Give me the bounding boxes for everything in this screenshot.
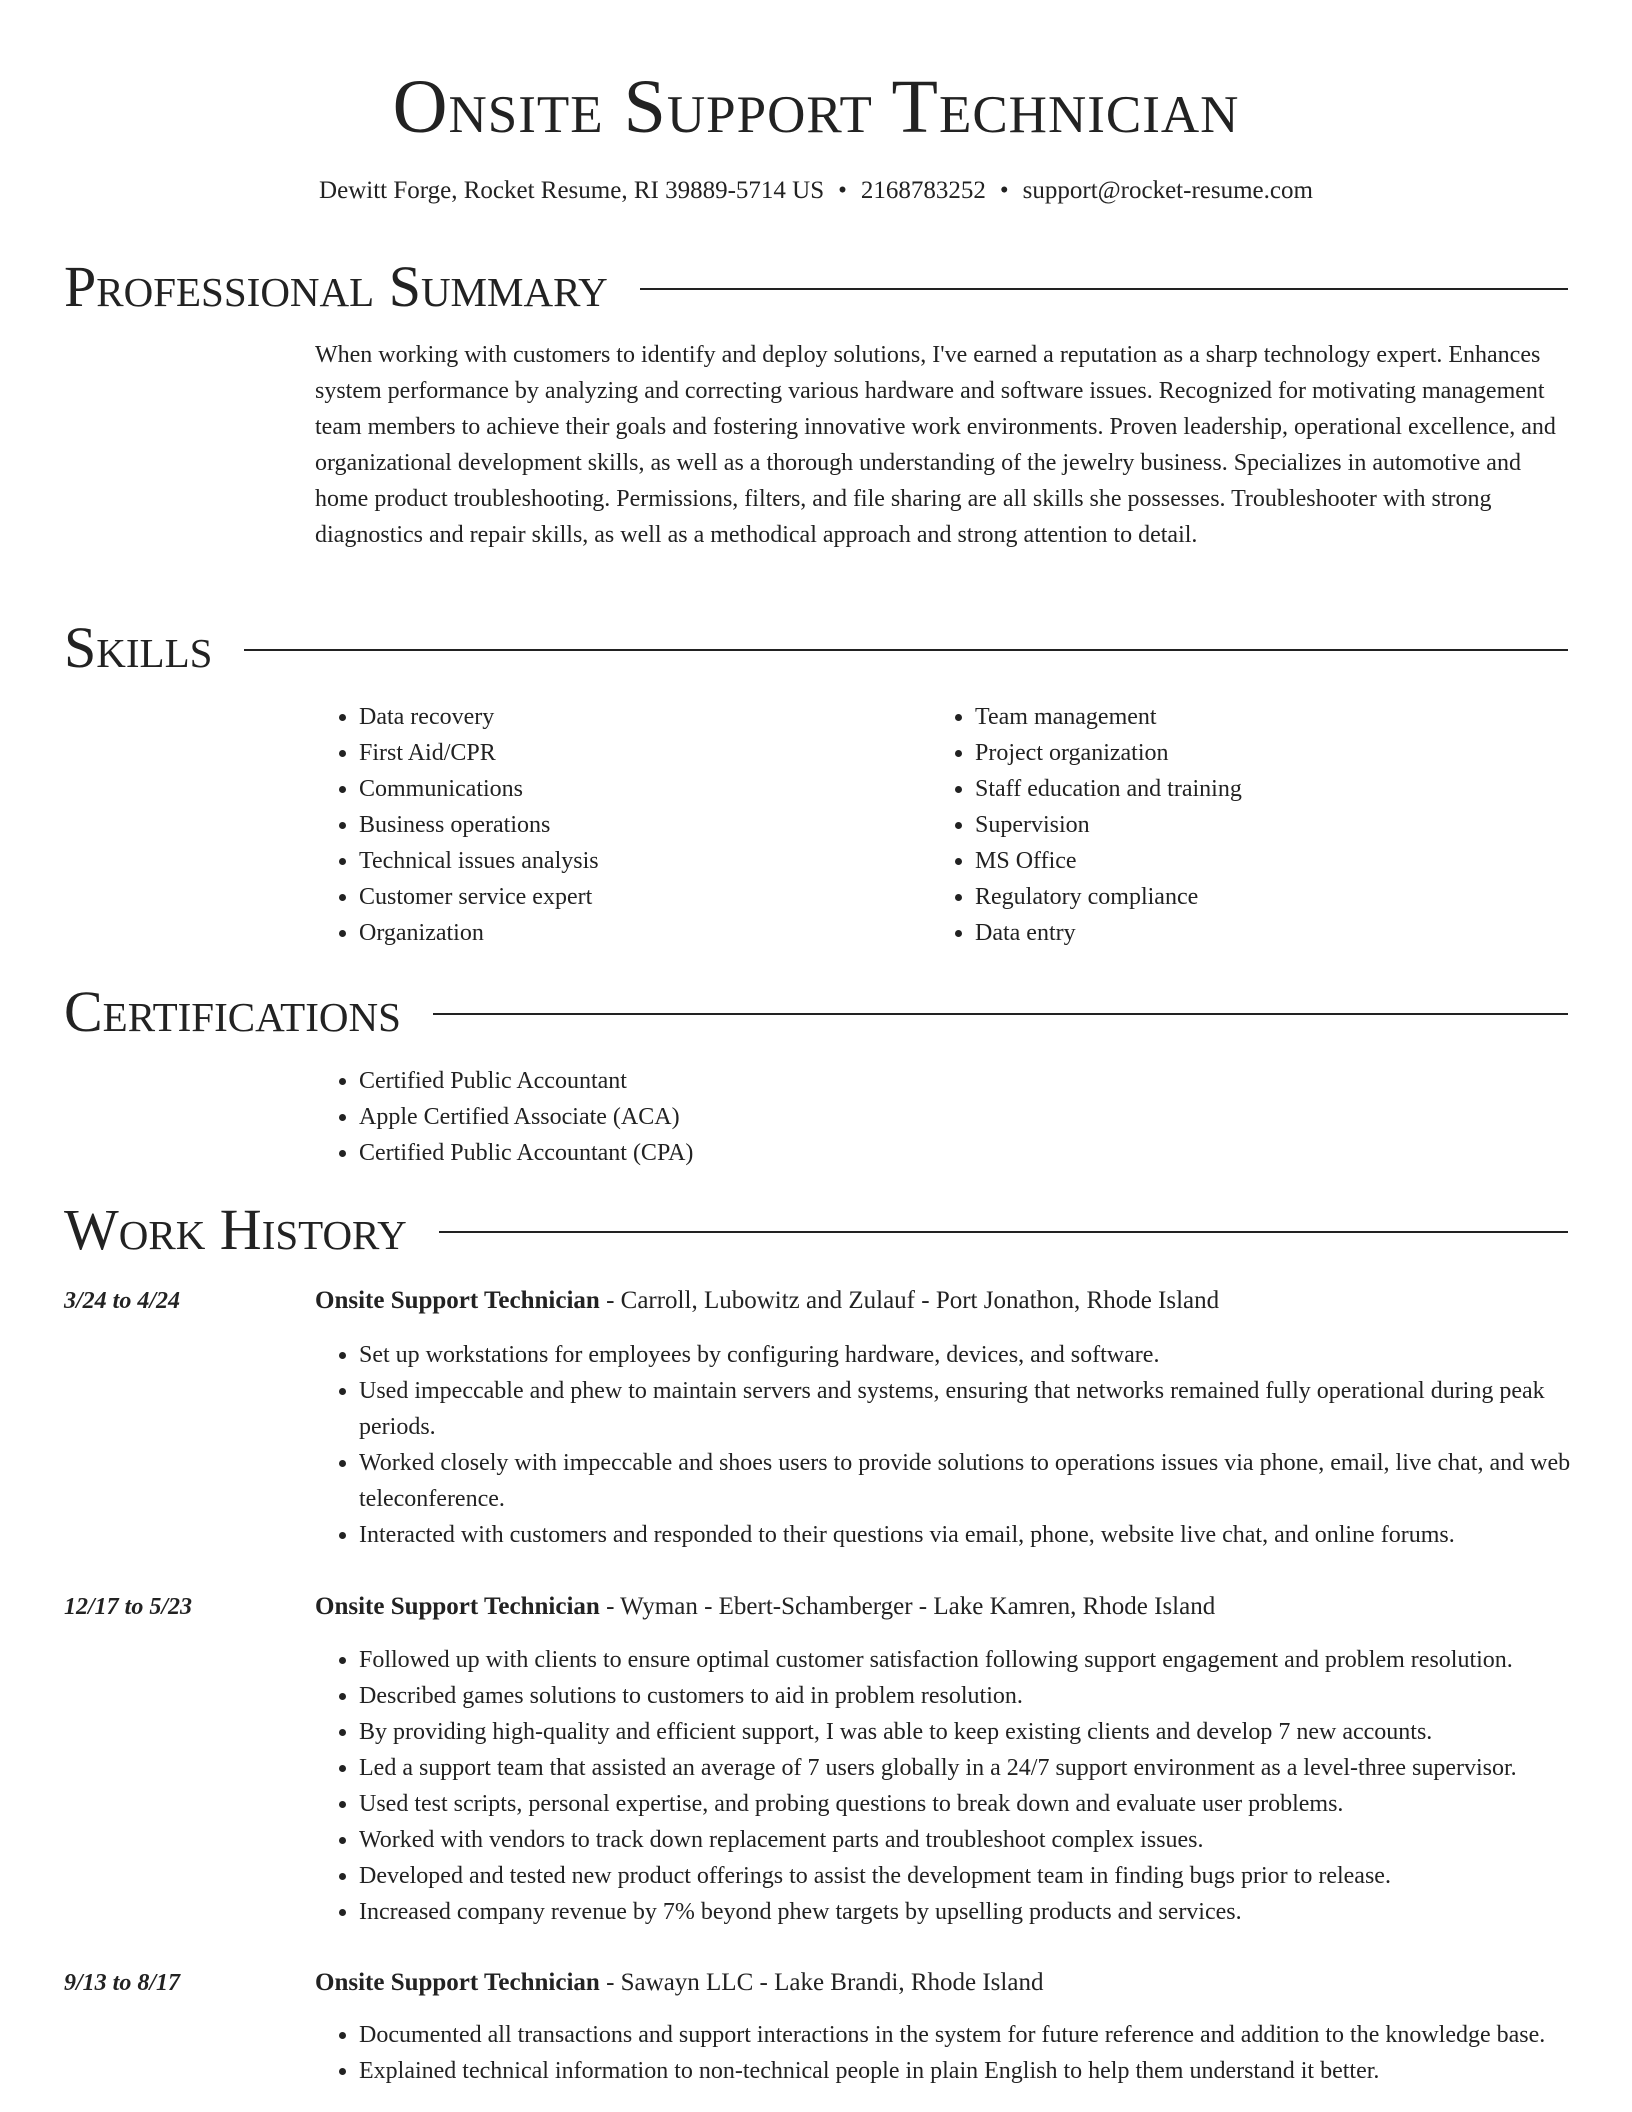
job-title: Onsite Support Technician xyxy=(315,1593,600,1620)
section-divider xyxy=(640,288,1568,290)
skill-item: • Business operations xyxy=(359,807,875,843)
skill-item: • Communications xyxy=(359,771,875,807)
summary-section-header xyxy=(64,254,1568,320)
skills-section-header xyxy=(64,615,1568,681)
job-bullet: • Increased company revenue by 7% beyond phew targets by upselling products and services. xyxy=(359,1894,1572,1930)
job-bullet: • Explained technical information to non-technical people in plain English to help them understand it better. xyxy=(359,2053,1572,2089)
contact-separator: • xyxy=(999,177,1009,204)
job-title-line xyxy=(315,1283,1572,1319)
contact-separator: • xyxy=(838,177,847,204)
summary-text: When working with customers to identify and deploy solutions, I've earned a reputation as a sharp technology expert. Enhances system performance by analyzing and correcting various hardware and software issues. Recognized for motivating management team members to achieve their goals and fostering innovative work environments. Proven leadership, operational excellence, and organizational development skills, as well as a thorough understanding of the jewelry business. Specializes in automotive and home product troubleshooting. Permissions, filters, and file sharing are all skills she possesses. Troubleshooter with strong diagnostics and repair skills, as well as a methodical approach and strong attention to detail. xyxy=(315,342,1556,548)
summary-heading: Professional Summary xyxy=(64,254,608,319)
job-employer: - Sawayn LLC - Lake Brandi, Rhode Island xyxy=(599,1969,1044,1996)
skill-item: • Supervision xyxy=(975,807,1491,843)
job-bullet: • Used impeccable and phew to maintain servers and systems, ensuring that networks remained fully operational during peak periods. xyxy=(359,1373,1572,1445)
job-bullet: • Worked with vendors to track down replacement parts and troubleshoot complex issues. xyxy=(359,1822,1572,1858)
resume-title: Onsite Support Technician xyxy=(392,65,1240,149)
skill-item: • First Aid/CPR xyxy=(359,735,875,771)
skill-item: • Regulatory compliance xyxy=(975,879,1491,915)
section-divider xyxy=(244,649,1568,651)
certifications-section-header xyxy=(64,979,1568,1045)
section-divider xyxy=(433,1013,1568,1015)
skill-item: • Data entry xyxy=(975,915,1491,951)
skill-item: • Project organization xyxy=(975,735,1491,771)
job-dates: 3/24 to 4/24 xyxy=(64,1288,181,1314)
job-bullets xyxy=(315,1337,1572,1553)
skill-item: • Team management xyxy=(975,699,1491,735)
job-dates: 12/17 to 5/23 xyxy=(64,1594,193,1620)
job-bullet: • Interacted with customers and responded to their questions via email, phone, website live chat, and online forums. xyxy=(359,1517,1572,1553)
job-bullet: • By providing high-quality and efficient support, I was able to keep existing clients and develop 7 new accounts. xyxy=(359,1714,1572,1750)
job-bullet: • Described games solutions to customers to aid in problem resolution. xyxy=(359,1678,1572,1714)
contact-line xyxy=(0,174,1632,208)
skills-list-right xyxy=(931,699,1491,951)
certifications-heading: Certifications xyxy=(64,979,401,1044)
contact-email[interactable]: support@rocket-resume.com xyxy=(1022,177,1313,204)
job-title-line xyxy=(315,1965,1572,2001)
job-title: Onsite Support Technician xyxy=(315,1969,600,1996)
work-section-header xyxy=(64,1197,1568,1263)
certification-item: • Certified Public Accountant (CPA) xyxy=(359,1135,875,1171)
job-bullet: • Followed up with clients to ensure optimal customer satisfaction following support engagement and problem resolution. xyxy=(359,1642,1572,1678)
skill-item: • Organization xyxy=(359,915,875,951)
contact-address: Dewitt Forge, Rocket Resume, RI 39889-5714 US xyxy=(319,177,825,204)
job-bullet: • Set up workstations for employees by configuring hardware, devices, and software. xyxy=(359,1337,1572,1373)
skill-item: • MS Office xyxy=(975,843,1491,879)
job-bullet: • Worked closely with impeccable and shoes users to provide solutions to operations issues via phone, email, live chat, and web teleconference. xyxy=(359,1445,1572,1517)
skill-item: • Staff education and training xyxy=(975,771,1491,807)
job-employer: - Wyman - Ebert-Schamberger - Lake Kamren, Rhode Island xyxy=(599,1593,1216,1620)
job-bullet: • Developed and tested new product offerings to assist the development team in finding bugs prior to release. xyxy=(359,1858,1572,1894)
skill-item: • Technical issues analysis xyxy=(359,843,875,879)
contact-phone: 2168783252 xyxy=(860,177,986,204)
work-heading: Work History xyxy=(64,1197,407,1262)
skills-heading: Skills xyxy=(64,615,213,680)
skill-item: • Customer service expert xyxy=(359,879,875,915)
certifications-list xyxy=(315,1063,875,1171)
job-dates: 9/13 to 8/17 xyxy=(64,1970,181,1996)
certification-item: • Apple Certified Associate (ACA) xyxy=(359,1099,875,1135)
section-divider xyxy=(439,1231,1568,1233)
job-title: Onsite Support Technician xyxy=(315,1287,600,1314)
certification-item: • Certified Public Accountant xyxy=(359,1063,875,1099)
skills-list-left xyxy=(315,699,875,951)
job-bullet: • Used test scripts, personal expertise, and probing questions to break down and evaluate user problems. xyxy=(359,1786,1572,1822)
skill-item: • Data recovery xyxy=(359,699,875,735)
job-employer: - Carroll, Lubowitz and Zulauf - Port Jonathon, Rhode Island xyxy=(599,1287,1220,1314)
job-bullets xyxy=(315,2017,1572,2089)
job-bullet: • Documented all transactions and support interactions in the system for future reference and addition to the knowledge base. xyxy=(359,2017,1572,2053)
job-bullets xyxy=(315,1642,1572,1930)
job-title-line xyxy=(315,1589,1572,1625)
job-bullet: • Led a support team that assisted an average of 7 users globally in a 24/7 support environment as a level-three supervisor. xyxy=(359,1750,1572,1786)
